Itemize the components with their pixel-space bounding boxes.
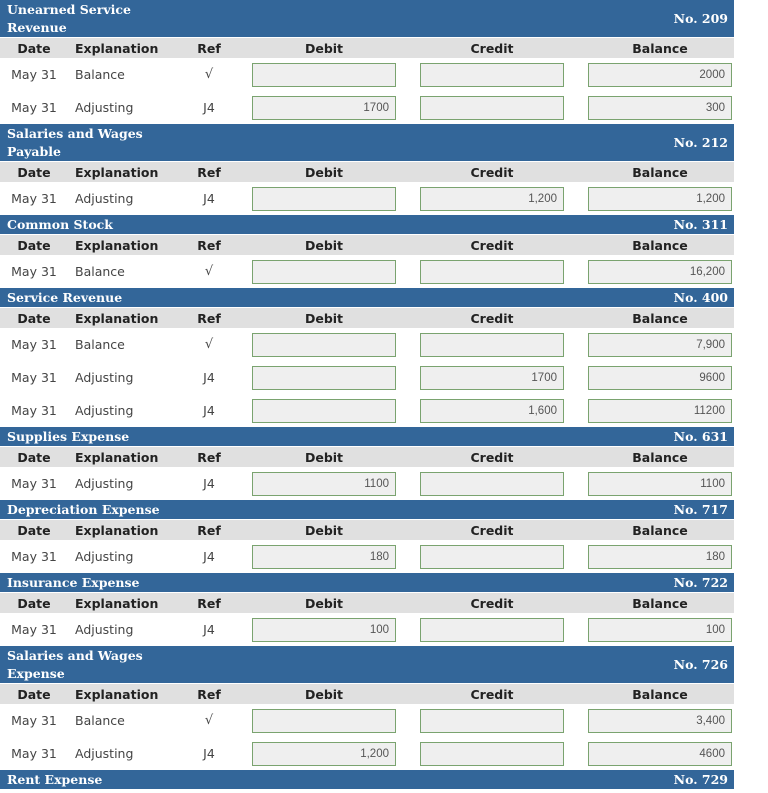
ledger-row [0, 361, 734, 394]
account-name: Service Revenue [7, 289, 123, 305]
column-header-ref: Ref [197, 237, 221, 253]
column-header-debit: Debit [304, 595, 344, 611]
debit-input[interactable] [252, 187, 396, 211]
account-header [0, 500, 734, 520]
debit-cell [240, 618, 408, 642]
date-cell: May 31 [11, 746, 57, 761]
explanation-cell: Balance [75, 67, 125, 82]
date-cell: May 31 [11, 713, 57, 728]
account-number: No. 729 [673, 771, 728, 787]
column-header-explanation: Explanation [75, 164, 159, 180]
account-header [0, 573, 734, 593]
column-header-row [0, 162, 734, 182]
check-mark: √ [204, 264, 214, 279]
column-header-credit: Credit [470, 686, 514, 702]
account-name: Insurance Expense [7, 574, 140, 590]
date-cell: May 31 [11, 67, 57, 82]
explanation-cell: Adjusting [75, 100, 134, 115]
credit-input[interactable] [420, 96, 564, 120]
date-cell: May 31 [11, 549, 57, 564]
debit-input[interactable]: 1,200 [252, 742, 396, 766]
debit-cell [240, 399, 408, 423]
explanation-cell: Adjusting [75, 403, 134, 418]
balance-cell [576, 618, 744, 642]
column-header-credit: Credit [470, 164, 514, 180]
column-header-debit: Debit [304, 686, 344, 702]
balance-input[interactable]: 1,200 [588, 187, 732, 211]
ref-cell: J4 [203, 403, 215, 418]
column-header-ref: Ref [197, 164, 221, 180]
credit-cell [408, 399, 576, 423]
credit-cell [408, 709, 576, 733]
debit-input[interactable] [252, 333, 396, 357]
ref-cell: J4 [203, 370, 215, 385]
balance-input[interactable]: 4600 [588, 742, 732, 766]
column-header-explanation: Explanation [75, 522, 159, 538]
column-header-credit: Credit [470, 449, 514, 465]
column-header-credit: Credit [470, 40, 514, 56]
column-header-explanation: Explanation [75, 449, 159, 465]
balance-input[interactable]: 2000 [588, 63, 732, 87]
account-number: No. 631 [673, 428, 728, 444]
column-header-date: Date [17, 310, 51, 326]
column-header-balance: Balance [632, 164, 688, 180]
balance-input[interactable]: 100 [588, 618, 732, 642]
ledger-row [0, 613, 734, 646]
debit-cell [240, 260, 408, 284]
column-header-date: Date [17, 522, 51, 538]
column-header-date: Date [17, 595, 51, 611]
column-header-ref: Ref [197, 522, 221, 538]
account-header [0, 215, 734, 235]
ledger-row [0, 255, 734, 288]
credit-input[interactable] [420, 709, 564, 733]
credit-cell [408, 96, 576, 120]
column-header-balance: Balance [632, 595, 688, 611]
account-number: No. 717 [673, 501, 728, 517]
debit-input[interactable]: 100 [252, 618, 396, 642]
balance-cell [576, 333, 744, 357]
credit-cell [408, 187, 576, 211]
explanation-cell: Adjusting [75, 370, 134, 385]
balance-cell [576, 399, 744, 423]
ledger-row [0, 58, 734, 91]
column-header-date: Date [17, 237, 51, 253]
balance-cell [576, 742, 744, 766]
check-mark: √ [204, 713, 214, 728]
balance-input[interactable]: 180 [588, 545, 732, 569]
debit-cell [240, 63, 408, 87]
account-block [0, 500, 734, 573]
account-block [0, 573, 734, 646]
debit-input[interactable] [252, 709, 396, 733]
balance-input[interactable]: 1100 [588, 472, 732, 496]
ref-cell: J4 [203, 622, 215, 637]
debit-input[interactable]: 180 [252, 545, 396, 569]
balance-input[interactable]: 300 [588, 96, 732, 120]
credit-cell [408, 333, 576, 357]
date-cell: May 31 [11, 100, 57, 115]
balance-input[interactable]: 11200 [588, 399, 732, 423]
ledger-row [0, 704, 734, 737]
credit-input[interactable] [420, 742, 564, 766]
debit-input[interactable] [252, 366, 396, 390]
account-block [0, 646, 734, 770]
ref-cell: J4 [203, 746, 215, 761]
debit-cell [240, 709, 408, 733]
column-header-date: Date [17, 164, 51, 180]
explanation-cell: Adjusting [75, 549, 134, 564]
balance-input[interactable]: 3,400 [588, 709, 732, 733]
credit-cell [408, 63, 576, 87]
account-name: Common Stock [7, 216, 113, 232]
column-header-credit: Credit [470, 237, 514, 253]
debit-input[interactable] [252, 399, 396, 423]
account-name: Unearned Service Revenue [7, 1, 131, 35]
account-number: No. 400 [673, 289, 728, 305]
account-header [0, 0, 734, 38]
date-cell: May 31 [11, 264, 57, 279]
explanation-cell: Balance [75, 337, 125, 352]
account-header [0, 646, 734, 684]
ref-cell: J4 [203, 549, 215, 564]
debit-cell [240, 187, 408, 211]
ref-cell: J4 [203, 191, 215, 206]
credit-input[interactable] [420, 545, 564, 569]
account-number: No. 726 [673, 656, 728, 672]
explanation-cell: Adjusting [75, 476, 134, 491]
ledger-row [0, 91, 734, 124]
date-cell: May 31 [11, 403, 57, 418]
account-name: Rent Expense [7, 771, 103, 787]
credit-input[interactable] [420, 472, 564, 496]
account-name: Depreciation Expense [7, 501, 160, 517]
column-header-row [0, 684, 734, 704]
column-header-debit: Debit [304, 164, 344, 180]
check-mark: √ [204, 337, 214, 352]
credit-input[interactable]: 1,200 [420, 187, 564, 211]
balance-cell [576, 63, 744, 87]
column-header-balance: Balance [632, 522, 688, 538]
account-block [0, 0, 734, 124]
ledger-row [0, 467, 734, 500]
column-header-balance: Balance [632, 686, 688, 702]
column-header-explanation: Explanation [75, 237, 159, 253]
ledger-row [0, 328, 734, 361]
account-name: Supplies Expense [7, 428, 130, 444]
explanation-cell: Balance [75, 713, 125, 728]
explanation-cell: Adjusting [75, 191, 134, 206]
balance-input[interactable]: 7,900 [588, 333, 732, 357]
credit-input[interactable]: 1,600 [420, 399, 564, 423]
account-name: Salaries and Wages Payable [7, 125, 143, 159]
column-header-balance: Balance [632, 40, 688, 56]
account-block [0, 288, 734, 427]
credit-input[interactable]: 1700 [420, 366, 564, 390]
column-header-credit: Credit [470, 522, 514, 538]
column-header-ref: Ref [197, 40, 221, 56]
account-number: No. 311 [673, 216, 728, 232]
balance-cell [576, 472, 744, 496]
credit-input[interactable] [420, 618, 564, 642]
column-header-balance: Balance [632, 310, 688, 326]
account-number: No. 722 [673, 574, 728, 590]
date-cell: May 31 [11, 370, 57, 385]
account-header [0, 427, 734, 447]
debit-cell [240, 333, 408, 357]
debit-cell [240, 742, 408, 766]
account-block [0, 215, 734, 288]
account-name: Salaries and Wages Expense [7, 647, 143, 681]
balance-input[interactable]: 16,200 [588, 260, 732, 284]
credit-cell [408, 618, 576, 642]
account-header [0, 288, 734, 308]
ledger-row [0, 737, 734, 770]
balance-cell [576, 96, 744, 120]
balance-cell [576, 187, 744, 211]
column-header-debit: Debit [304, 237, 344, 253]
column-header-ref: Ref [197, 449, 221, 465]
column-header-row [0, 520, 734, 540]
explanation-cell: Balance [75, 264, 125, 279]
column-header-date: Date [17, 686, 51, 702]
column-header-row [0, 235, 734, 255]
account-block [0, 427, 734, 500]
account-number: No. 212 [673, 134, 728, 150]
ledger-row [0, 540, 734, 573]
date-cell: May 31 [11, 337, 57, 352]
account-header [0, 770, 734, 790]
credit-cell [408, 545, 576, 569]
account-block [0, 770, 734, 790]
date-cell: May 31 [11, 476, 57, 491]
balance-cell [576, 260, 744, 284]
credit-cell [408, 742, 576, 766]
balance-cell [576, 545, 744, 569]
debit-input[interactable]: 1700 [252, 96, 396, 120]
credit-cell [408, 472, 576, 496]
credit-input[interactable] [420, 260, 564, 284]
column-header-debit: Debit [304, 449, 344, 465]
credit-input[interactable] [420, 63, 564, 87]
account-header [0, 124, 734, 162]
column-header-explanation: Explanation [75, 40, 159, 56]
column-header-debit: Debit [304, 310, 344, 326]
debit-cell [240, 545, 408, 569]
column-header-date: Date [17, 40, 51, 56]
column-header-row [0, 593, 734, 613]
debit-cell [240, 366, 408, 390]
check-mark: √ [204, 67, 214, 82]
credit-cell [408, 366, 576, 390]
column-header-date: Date [17, 449, 51, 465]
ref-cell: J4 [203, 476, 215, 491]
ref-cell: J4 [203, 100, 215, 115]
column-header-row [0, 308, 734, 328]
column-header-explanation: Explanation [75, 686, 159, 702]
ledger-row [0, 394, 734, 427]
balance-input[interactable]: 9600 [588, 366, 732, 390]
column-header-ref: Ref [197, 686, 221, 702]
column-header-credit: Credit [470, 595, 514, 611]
credit-cell [408, 260, 576, 284]
column-header-credit: Credit [470, 310, 514, 326]
balance-cell [576, 709, 744, 733]
column-header-ref: Ref [197, 595, 221, 611]
balance-cell [576, 366, 744, 390]
column-header-debit: Debit [304, 522, 344, 538]
column-header-debit: Debit [304, 40, 344, 56]
date-cell: May 31 [11, 191, 57, 206]
column-header-row [0, 38, 734, 58]
account-block [0, 124, 734, 215]
column-header-balance: Balance [632, 237, 688, 253]
credit-input[interactable] [420, 333, 564, 357]
debit-input[interactable] [252, 63, 396, 87]
date-cell: May 31 [11, 622, 57, 637]
column-header-explanation: Explanation [75, 595, 159, 611]
debit-input[interactable]: 1100 [252, 472, 396, 496]
column-header-row [0, 447, 734, 467]
debit-cell [240, 472, 408, 496]
debit-input[interactable] [252, 260, 396, 284]
column-header-balance: Balance [632, 449, 688, 465]
debit-cell [240, 96, 408, 120]
column-header-explanation: Explanation [75, 310, 159, 326]
column-header-ref: Ref [197, 310, 221, 326]
account-number: No. 209 [673, 10, 728, 26]
explanation-cell: Adjusting [75, 622, 134, 637]
explanation-cell: Adjusting [75, 746, 134, 761]
ledger-row [0, 182, 734, 215]
